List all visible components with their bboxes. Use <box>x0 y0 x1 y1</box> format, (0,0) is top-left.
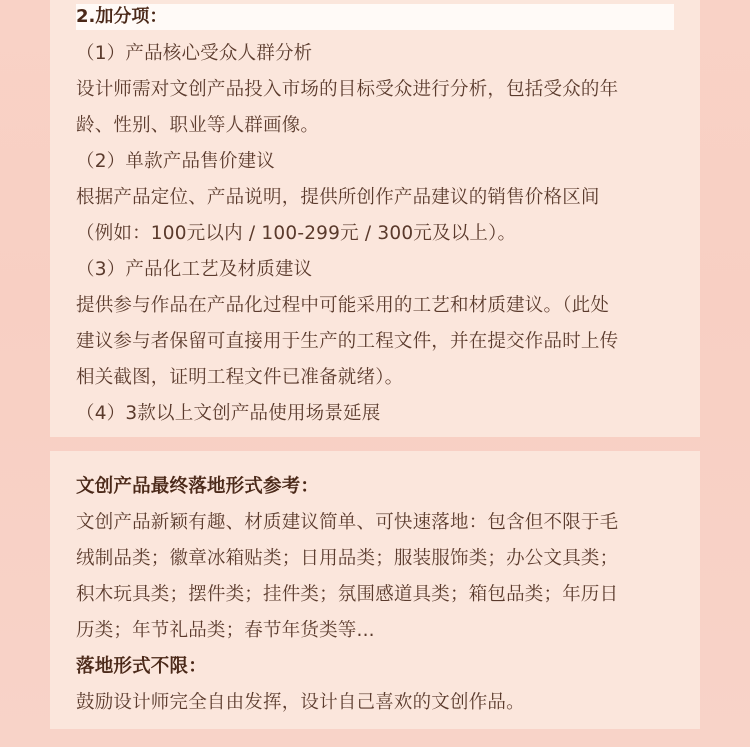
forms-line-3: 积木玩具类；摆件类；挂件类；氛围感道具类；箱包品类；年历日 <box>76 584 619 605</box>
unlimited-line: 鼓励设计师完全自由发挥，设计自己喜欢的文创作品。 <box>76 692 525 713</box>
product-forms-card <box>50 451 700 729</box>
unlimited-heading: 落地形式不限： <box>76 656 207 677</box>
forms-line-2: 绒制品类；徽章冰箱贴类；日用品类；服装服饰类；办公文具类； <box>76 548 619 569</box>
item-3-line-1: 提供参与作品在产品化过程中可能采用的工艺和材质建议。（此处 <box>76 295 610 316</box>
item-1-line-2: 龄、性别、职业等人群画像。 <box>76 115 320 136</box>
item-1-line-1: 设计师需对文创产品投入市场的目标受众进行分析，包括受众的年 <box>76 79 619 100</box>
item-2-title: （2）单款产品售价建议 <box>76 151 275 172</box>
bonus-items-card <box>50 0 700 437</box>
forms-line-4: 历类；年节礼品类；春节年货类等... <box>76 620 375 641</box>
item-2-line-1: 根据产品定位、产品说明，提供所创作产品建议的销售价格区间 <box>76 187 600 208</box>
item-4-title: （4）3款以上文创产品使用场景延展 <box>76 403 381 424</box>
item-3-line-2: 建议参与者保留可直接用于生产的工程文件，并在提交作品时上传 <box>76 331 619 352</box>
forms-heading: 文创产品最终落地形式参考： <box>76 476 320 497</box>
forms-line-1: 文创产品新颖有趣、材质建议简单、可快速落地：包含但不限于毛 <box>76 512 619 533</box>
item-3-title: （3）产品化工艺及材质建议 <box>76 259 313 280</box>
section-heading: 2.加分项： <box>76 4 674 30</box>
item-1-title: （1）产品核心受众人群分析 <box>76 43 313 64</box>
item-3-line-3: 相关截图，证明工程文件已准备就绪）。 <box>76 367 404 388</box>
item-2-line-2: （例如：100元以内 / 100-299元 / 300元及以上）。 <box>76 223 517 244</box>
